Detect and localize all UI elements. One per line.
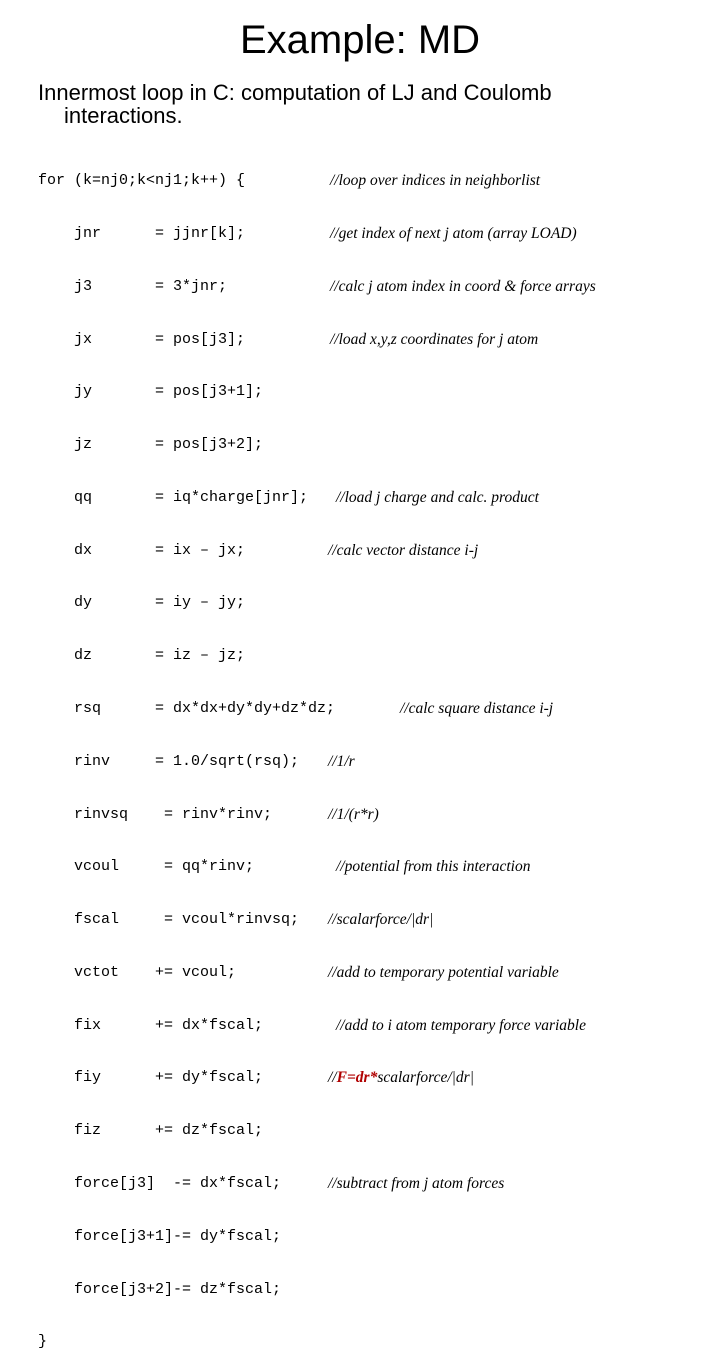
code-line <box>38 172 541 190</box>
code-line <box>38 277 596 296</box>
code-text: fix += dx*fscal; <box>38 1016 264 1034</box>
code-text: force[j3+2]-= dz*fscal; <box>38 1280 282 1298</box>
code-text: rsq = dx*dx+dy*dy+dz*dz; <box>38 700 336 717</box>
code-comment: //load j charge and calc. product <box>336 488 539 506</box>
code-block <box>38 137 596 1369</box>
force-formula-highlight: F=dr* <box>336 1069 378 1087</box>
code-text: } <box>38 1333 48 1351</box>
code-line <box>38 1228 335 1246</box>
code-text: force[j3+1]-= dy*fscal; <box>38 1227 282 1245</box>
code-line <box>38 1122 335 1140</box>
code-text: dx = ix – jx; <box>38 541 246 559</box>
code-line <box>38 436 335 454</box>
code-comment: //potential from this interaction <box>336 858 531 876</box>
code-comment: //1/r <box>328 752 355 770</box>
code-comment: //1/(r*r) <box>328 805 379 823</box>
code-text: rinvsq = rinv*rinv; <box>38 805 273 823</box>
code-comment: //loop over indices in neighborlist <box>330 172 541 190</box>
comment-prefix: // <box>328 1069 337 1087</box>
code-comment: //add to temporary potential variable <box>328 963 559 981</box>
code-line <box>38 541 479 560</box>
code-text: j3 = 3*jnr; <box>38 277 228 295</box>
code-text: jz = pos[j3+2]; <box>38 436 264 454</box>
bullet-text <box>38 81 678 127</box>
code-line <box>38 700 554 718</box>
code-line <box>38 805 379 824</box>
code-comment: //get index of next j atom (array LOAD) <box>330 224 577 242</box>
code-line <box>38 488 539 507</box>
code-text: for (k=nj0;k<nj1;k++) { <box>38 172 246 190</box>
code-line <box>38 330 539 349</box>
code-comment: //subtract from j atom forces <box>328 1175 505 1193</box>
code-text: fscal = vcoul*rinvsq; <box>38 911 300 929</box>
code-line <box>38 1281 335 1299</box>
code-text: dz = iz – jz; <box>38 647 246 665</box>
code-line <box>38 594 335 612</box>
code-line <box>38 1333 335 1351</box>
code-text: vctot += vcoul; <box>38 963 237 981</box>
code-comment: //calc square distance i-j <box>400 700 554 717</box>
code-line <box>38 752 355 771</box>
code-text: force[j3] -= dx*fscal; <box>38 1175 282 1193</box>
code-line <box>38 1016 586 1035</box>
code-text: qq = iq*charge[jnr]; <box>38 488 309 506</box>
code-line <box>38 858 531 876</box>
code-comment: //load x,y,z coordinates for j atom <box>330 330 539 348</box>
code-text: dy = iy – jy; <box>38 594 246 612</box>
code-line <box>38 647 335 665</box>
code-text: jy = pos[j3+1]; <box>38 383 264 401</box>
code-line <box>38 1069 474 1087</box>
bullet-line-2: interactions. <box>64 103 183 128</box>
code-comment: //scalarforce/|dr| <box>328 911 434 929</box>
code-text: fiy += dy*fscal; <box>38 1069 264 1087</box>
code-text: fiz += dz*fscal; <box>38 1122 264 1140</box>
code-comment: //calc vector distance i-j <box>328 541 479 559</box>
code-line <box>38 963 559 982</box>
code-text: jnr = jjnr[k]; <box>38 224 246 242</box>
code-line <box>38 224 577 243</box>
code-text: jx = pos[j3]; <box>38 330 246 348</box>
code-line <box>38 911 434 929</box>
code-comment: //add to i atom temporary force variable <box>336 1016 586 1034</box>
comment-tail: scalarforce/|dr| <box>377 1069 474 1087</box>
code-comment: //calc j atom index in coord & force arrays <box>330 277 596 295</box>
code-text: vcoul = qq*rinv; <box>38 858 255 876</box>
code-line <box>38 383 335 401</box>
bullet-line-1: Innermost loop in C: computation of LJ and Coulomb <box>38 80 552 105</box>
code-line <box>38 1175 505 1193</box>
code-text: rinv = 1.0/sqrt(rsq); <box>38 752 300 770</box>
code-comment <box>328 1069 474 1087</box>
slide-title: Example: MD <box>239 18 481 62</box>
